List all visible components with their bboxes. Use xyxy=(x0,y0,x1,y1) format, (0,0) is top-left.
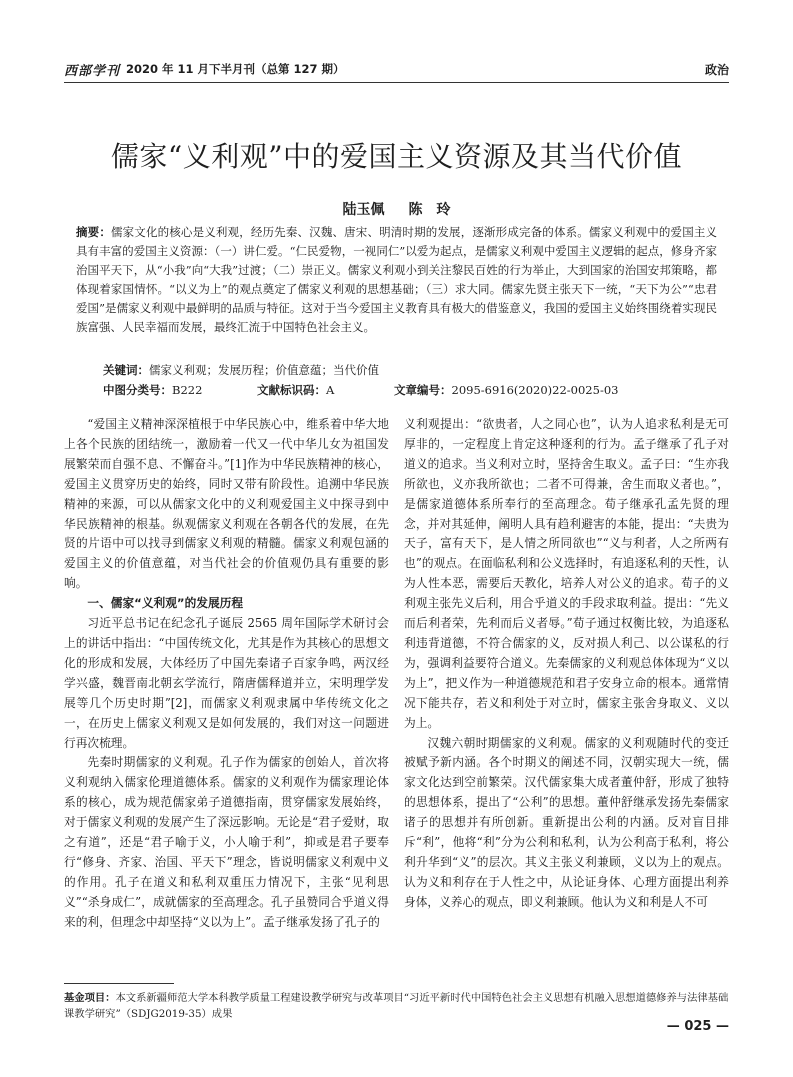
footnote-text: 本文系新疆师范大学本科教学质量工程建设教学研究与改革项目“习近平新时代中国特色社会主义思想有机融入思想道德修养与法律基础课教学研究”（SDJG2019-35）成果 xyxy=(64,992,729,1020)
article-number: 文章编号：2095-6916(2020)22-0025-03 xyxy=(394,383,619,397)
journal-logo: 西部学刊 xyxy=(64,64,121,79)
author-name: 陆玉佩 xyxy=(342,202,385,218)
section-label: 政治 xyxy=(704,63,729,77)
page-number: — 025 — xyxy=(666,1019,729,1034)
keywords xyxy=(103,362,379,378)
footnote-label: 基金项目： xyxy=(64,992,116,1004)
abstract-text: 儒家文化的核心是义利观，经历先秦、汉魏、唐宋、明清时期的发展，逐渐形成完备的体系。儒家义利观中的爱国主义具有丰富的爱国主义资源：（一）讲仁爱。“仁民爱物，一视同仁”以爱为起点，是儒家义利观中爱国主义逻辑的起点，修身齐家治国平天下，从“小我”向“大我”过渡；（二）崇正义。儒家义利观小到关注黎民百姓的行为举止，大到国家的治国安邦策略，都体现着家国情怀。“以义为上”的观点奠定了儒家义利观的思想基础；（三）求大同。儒家先贤主张天下一统，“天下为公”“忠君爱国”是儒家义利观中最鲜明的品质与特征。这对于当今爱国主义教育具有极大的借鉴意义，我国的爱国主义始终围绕着实现民族富强、人民幸福而发展，最终汇流于中国特色社会主义。 xyxy=(76,225,718,334)
footnote-divider xyxy=(64,983,174,984)
body-paragraph: 习近平总书记在纪念孔子诞辰 2565 周年国际学术研讨会上的讲话中指出：“中国传统文化，尤其是作为其核心的思想文化的形成和发展，大体经历了中国先秦诸子百家争鸣，两汉经学兴盛，魏晋南北朝玄学流行，隋唐儒释道并立，宋明理学发展等几个历史时期”[2]，而儒家义利观隶属中华传统文化之一，在历史上儒家义利观又是如何发展的，我们对这一问题进行再次梳理。 xyxy=(64,616,389,750)
classification-number: 中图分类号：B222 xyxy=(103,383,203,397)
footnote xyxy=(64,990,729,1022)
keywords-label: 关键词： xyxy=(103,363,149,377)
section-heading: 一、儒家“义利观”的发展历程 xyxy=(87,596,244,611)
body-column-right xyxy=(404,415,729,965)
document-code: 文献标识码：A xyxy=(257,383,335,397)
author-list xyxy=(0,199,793,219)
keywords-text: 儒家义利观；发展历程；价值意蕴；当代价值 xyxy=(149,363,379,377)
body-column-left xyxy=(64,415,389,965)
issue-info: 2020 年 11 月下半月刊（总第 127 期） xyxy=(126,62,345,76)
abstract xyxy=(76,223,717,337)
body-paragraph: “爱国主义精神深深植根于中华民族心中，维系着中华大地上各个民族的团结统一，激励着一代又一代中华儿女为祖国发展繁荣而自强不息、不懈奋斗。”[1]作为中华民族精神的核心，爱国主义贯穿历史的始终，同时又带有阶段性。追溯中华民族精神的来源，可以从儒家文化中的义利观爱国主义中探寻到中华民族精神的根基。纵观儒家义利观在各朝各代的发展，在先贤的片语中可以找寻到儒家义利观的精髓。儒家义利观包涵的爱国主义的价值意蕴，对当代社会的价值观仍具有重要的影响。 xyxy=(64,417,389,591)
article-title: 儒家“义利观”中的爱国主义资源及其当代价值 xyxy=(110,140,683,173)
body-paragraph: 义利观提出：“欲贵者，人之同心也”，认为人追求私利是无可厚非的，一定程度上肯定这种逐利的行为。孟子继承了孔子对道义的追求。当义利对立时，坚持舍生取义。孟子曰：“生亦我所欲也，义亦我所欲也；二者不可得兼，舍生而取义者也。”，是儒家道德体系所奉行的至高理念。荀子继承孔孟先贤的理念，并对其延伸，阐明人具有趋利避害的本能，提出：“夫贵为天子，富有天下，是人情之所同欲也”“义与利者，人之所两有也”的观点。在面临私利和公义选择时，有追逐私利的天性，认为人性本恶，需要后天教化，培养人对公义的追求。荀子的义利观主张先义后利，用合乎道义的手段求取利益。提出：“先义而后利者荣，先利而后义者辱。”荀子通过权衡比较，为追逐私利违背道德，不符合儒家的义，反对损人利己、以公谋私的行为，强调利益要符合道义。先秦儒家的义利观总体体现为“义以为上”，把义作为一种道德规范和君子安身立命的根本。通常情况下能共存，若义和利处于对立时，儒家主张舍身取义、义以为上。 xyxy=(404,417,729,730)
body-paragraph: 汉魏六朝时期儒家的义利观。儒家的义利观随时代的变迁被赋予新内涵。各个时期义的阐述不同，汉朝实现大一统，儒家文化达到空前繁荣。汉代儒家集大成者董仲舒，形成了独特的思想体系，提出了“公利”的思想。董仲舒继承发扬先秦儒家诸子的思想并有所创新。重新提出公利的内涵。反对盲目排斥“利”，他将“利”分为公利和私利，认为公利高于私利，将公利升华到“义”的层次。其义主张义利兼顾，义以为上的观点。认为义和利存在于人性之中，从论证身体、心理方面提出利养身体，义养心的观点，即义利兼顾。他认为义和利是人不可 xyxy=(404,735,729,909)
running-header xyxy=(64,58,729,83)
abstract-label: 摘要： xyxy=(76,225,111,239)
author-name: 陈 玲 xyxy=(408,202,451,218)
body-paragraph: 先秦时期儒家的义利观。孔子作为儒家的创始人，首次将义利观纳入儒家伦理道德体系。儒家的义利观作为儒家理论体系的核心，成为规范儒家弟子道德指南，贯穿儒家发展始终，对于儒家义利观的发展产生了深远影响。无论是“君子爱财，取之有道”，还是“君子喻于义，小人喻于利”，抑或是君子要奉行“修身、齐家、治国、平天下”理念，皆说明儒家义利观中义的作用。孔子在道义和私利双重压力情况下，主张“见利思义”“杀身成仁”，成就儒家的至高理念。孔子虽赞同合乎道义得来的利，但理念中却坚持“义以为上”。孟子继承发扬了孔子的 xyxy=(64,755,389,929)
